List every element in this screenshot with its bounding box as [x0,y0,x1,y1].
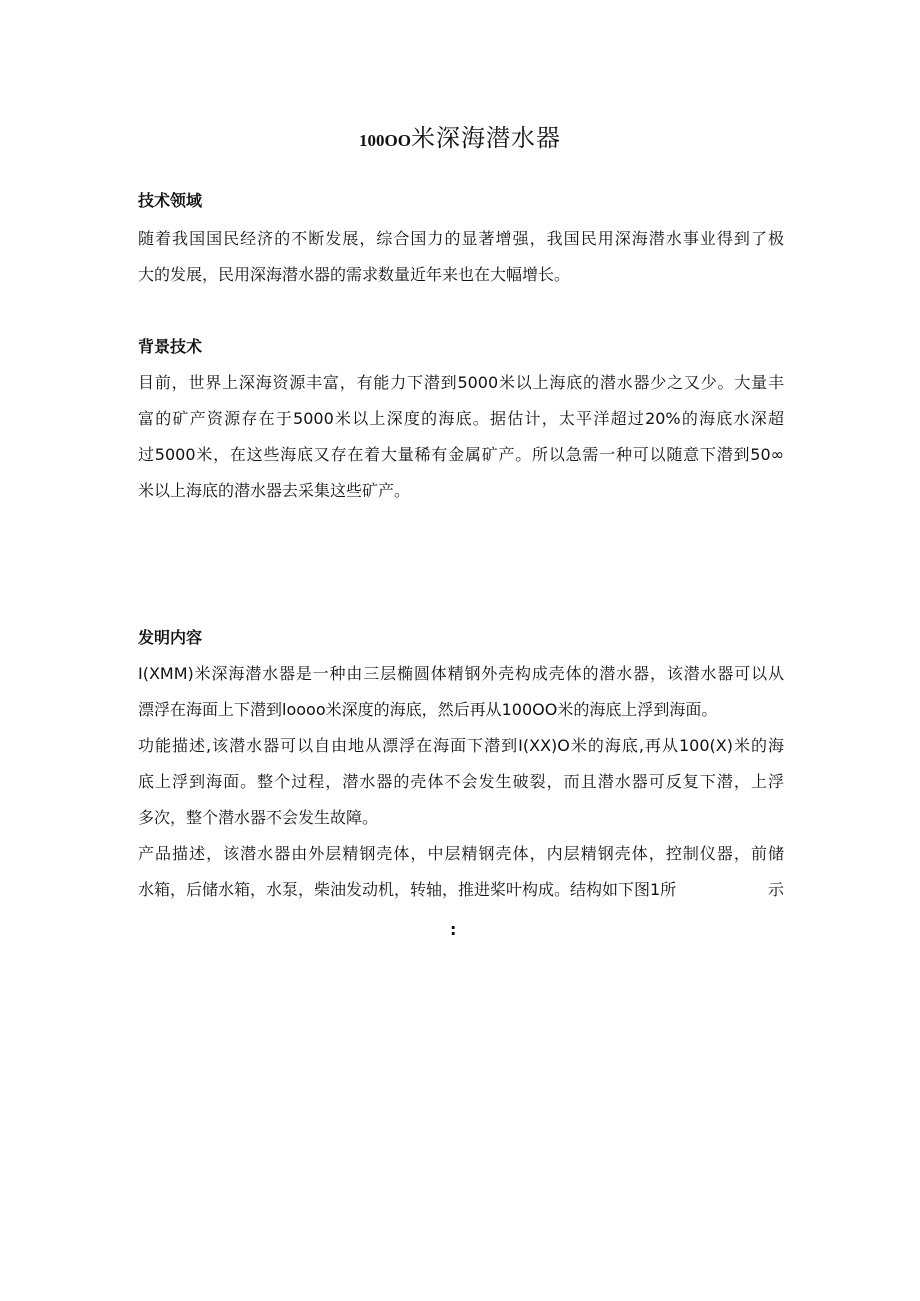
section-heading-technical-field: 技术领域 [138,191,203,210]
text-line: 米以上海底的潜水器去采集这些矿产。 [138,481,411,500]
text-line: 大的发展，民用深海潜水器的需求数量近年来也在大幅增长。 [138,265,571,284]
section-heading-invention-content: 发明内容 [138,628,203,647]
trailing-char: 示 [767,880,784,899]
text-line: 富的矿产资源存在于5000米以上深度的海底。据估计，太平洋超过20%的海底水深超 [138,409,784,428]
section-heading-background: 背景技术 [138,337,203,356]
text-line: 多次，整个潜水器不会发生故障。 [138,808,379,827]
text-line: 过5000米，在这些海底又存在着大量稀有金属矿产。所以急需一种可以随意下潜到50∞ [138,445,784,464]
text-line: I(XMM)米深海潜水器是一种由三层椭圆体精钢外壳构成壳体的潜水器，该潜水器可以从 [138,664,784,683]
section-body-background [138,365,784,509]
text-fragment: 水箱，后储水箱，水泵，柴油发动机，转轴，推进桨叶构成。结构如下图1所 [138,880,677,899]
text-line: 功能描述,该潜水器可以自由地从漂浮在海面下潜到I(XX)O米的海底,再从100(X)米的海 [138,736,784,755]
document-title [0,120,920,159]
title-number: 100OO [359,131,411,150]
text-line: 漂浮在海面上下潜到loooo米深度的海底，然后再从100OO米的海底上浮到海面。 [138,700,718,719]
title-text: 米深海潜水器 [410,124,561,152]
text-line: 产品描述，该潜水器由外层精钢壳体，中层精钢壳体，内层精钢壳体，控制仪器，前储 [138,844,784,863]
section-body-technical-field [138,221,784,293]
text-line: 随着我国国民经济的不断发展，综合国力的显著增强，我国民用深海潜水事业得到了极 [138,229,784,248]
text-line-with-trailing [138,872,784,908]
section-body-invention-content [138,656,784,908]
colon-mark: : [450,920,457,939]
text-line: 目前，世界上深海资源丰富，有能力下潜到5000米以上海底的潜水器少之又少。大量丰 [138,373,784,392]
text-line: 底上浮到海面。整个过程，潜水器的壳体不会发生破裂，而且潜水器可反复下潜，上浮 [138,772,784,791]
